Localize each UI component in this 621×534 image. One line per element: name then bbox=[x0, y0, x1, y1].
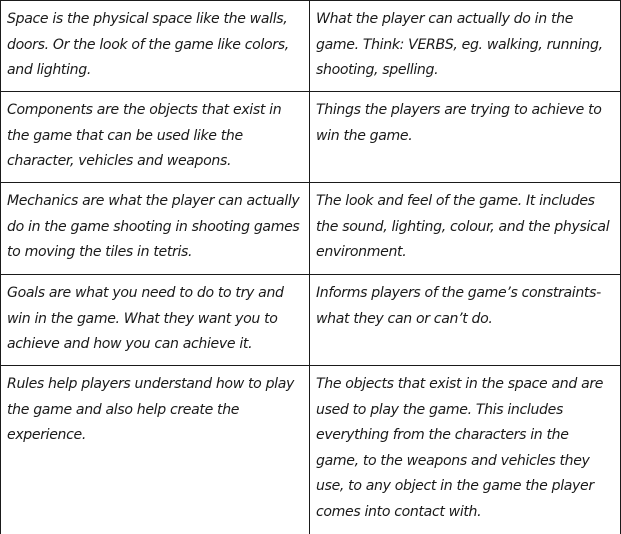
cell-text: Space is the physical space like the walls, doors. Or the look of the game like colors, and lighting. bbox=[7, 11, 289, 79]
cell-text: The look and feel of the game. It includes the sound, lighting, colour, and the physical environment. bbox=[316, 193, 610, 261]
table-cell-right bbox=[310, 366, 621, 534]
cell-text: Rules help players understand how to play the game and also help create the experience. bbox=[7, 376, 295, 444]
table-cell-left bbox=[0, 183, 310, 275]
cell-text: Goals are what you need to do to try and win in the game. What they want you to achieve and how you can achieve it. bbox=[7, 285, 284, 353]
table-cell-left bbox=[0, 275, 310, 366]
table-cell-right bbox=[310, 0, 621, 92]
table-cell-right bbox=[310, 275, 621, 366]
table-cell-left bbox=[0, 0, 310, 92]
table-cell-right bbox=[310, 183, 621, 275]
cell-text: Things the players are trying to achieve to win the game. bbox=[316, 102, 602, 144]
table-cell-left bbox=[0, 92, 310, 183]
cell-text: The objects that exist in the space and are used to play the game. This includes everything from the characters in the game, to the weapons and vehicles they use, to any object in the game the player comes into contact with. bbox=[316, 376, 604, 520]
cell-text: Informs players of the game’s constraints- what they can or can’t do. bbox=[316, 285, 601, 327]
table-cell-left bbox=[0, 366, 310, 534]
cell-text: What the player can actually do in the game. Think: VERBS, eg. walking, running, shooting, spelling. bbox=[316, 11, 603, 79]
table-cell-right bbox=[310, 92, 621, 183]
cell-text: Components are the objects that exist in the game that can be used like the character, vehicles and weapons. bbox=[7, 102, 282, 170]
cell-text: Mechanics are what the player can actually do in the game shooting in shooting games to moving the tiles in tetris. bbox=[7, 193, 300, 261]
